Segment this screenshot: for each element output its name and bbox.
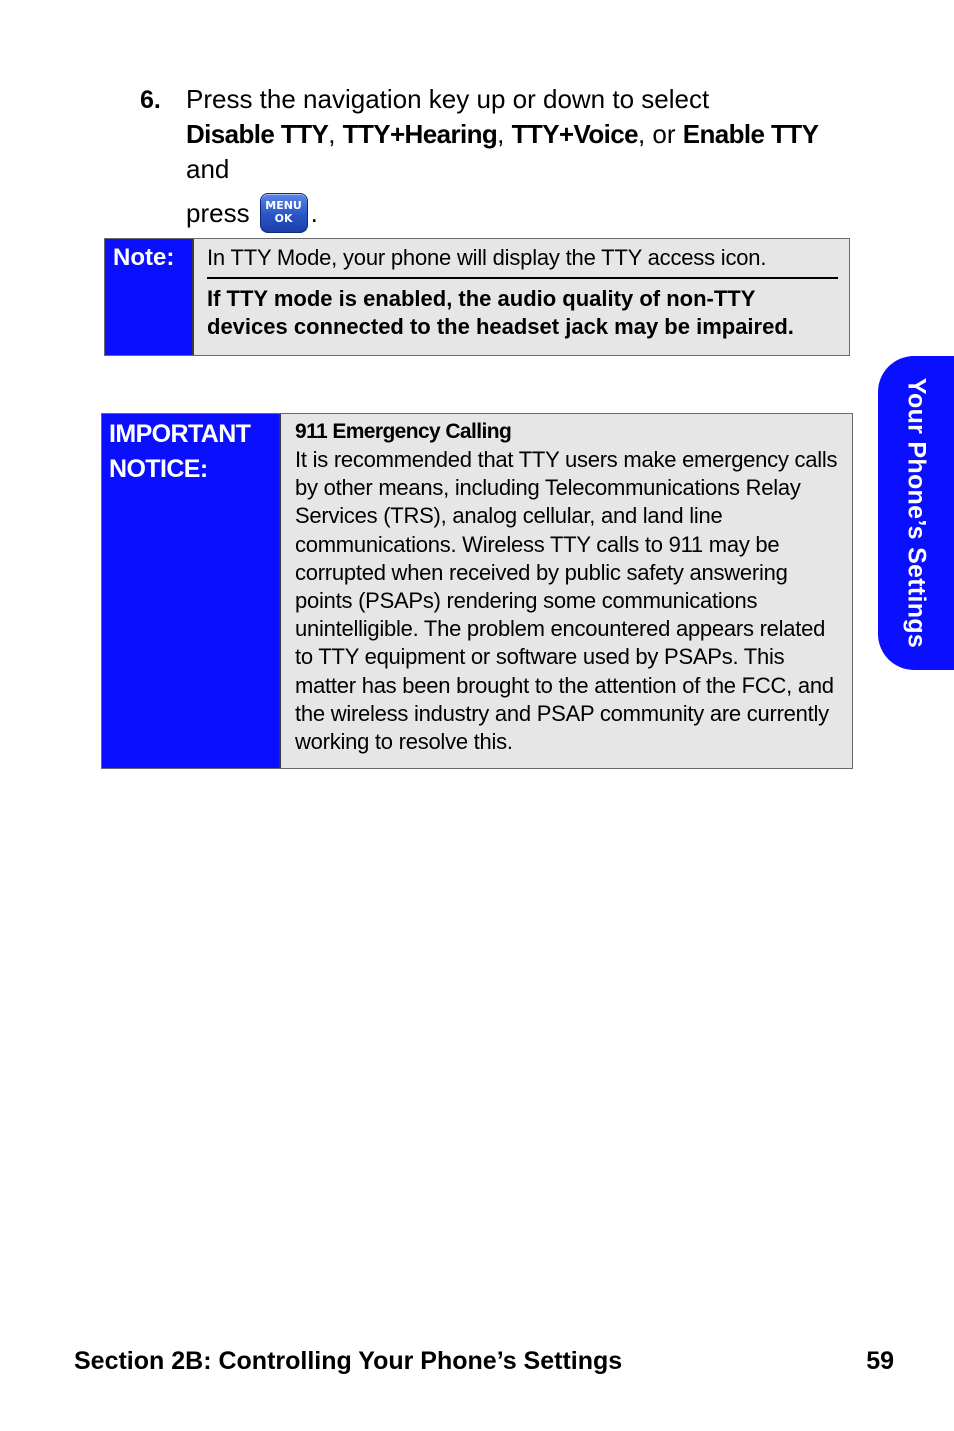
step-period: . [310, 197, 318, 228]
step-number: 6. [140, 86, 161, 114]
note-box [104, 238, 850, 356]
notice-title: 911 Emergency Calling [295, 420, 512, 443]
option-tty-voice: TTY+Voice [511, 119, 638, 149]
press-text: press [186, 197, 250, 228]
side-tab-label: Your Phone’s Settings [902, 377, 931, 649]
important-notice-content [281, 414, 852, 768]
section-side-tab [878, 356, 954, 670]
important-notice-box [101, 413, 853, 769]
step-line-2 [186, 117, 866, 187]
note-label: Note: [105, 239, 194, 355]
step-text [186, 82, 866, 233]
option-enable-tty: Enable TTY [682, 119, 819, 149]
note-text-1: In TTY Mode, your phone will display the TTY access icon. [207, 239, 838, 279]
separator: , [328, 119, 343, 149]
step-and: and [186, 154, 230, 184]
note-content [194, 239, 849, 355]
notice-body: It is recommended that TTY users make emergency calls by other means, including Telecommunications Relay Services (TRS), analog cellular, and land line communications. Wireless TTY calls to 911 may be corrupted when received by public safety answering points (PSAPs) rendering some communications unintelligible. The problem encountered appears related to TTY equipment or software used by PSAPs. This matter has been brought to the attention of the FCC, and the wireless industry and PSAP community are currently working to resolve this. [295, 447, 838, 755]
note-text-2: If TTY mode is enabled, the audio quality of non-TTY devices connected to the headset jack may be impaired. [207, 286, 794, 339]
separator: , [497, 119, 512, 149]
option-disable-tty: Disable TTY [186, 119, 329, 149]
step-line-3 [186, 193, 866, 233]
menu-key-label: MENU [265, 199, 302, 212]
option-tty-hearing: TTY+Hearing [342, 119, 498, 149]
ok-key-label: OK [274, 212, 293, 225]
step-line-1: Press the navigation key up or down to select [186, 84, 710, 114]
footer-page-number: 59 [866, 1347, 894, 1375]
menu-ok-key-icon [260, 193, 308, 233]
notice-label-line-2: NOTICE: [109, 455, 208, 483]
footer-section-title: Section 2B: Controlling Your Phone’s Settings [74, 1347, 623, 1375]
important-notice-label [102, 414, 281, 768]
separator: , or [637, 119, 683, 149]
notice-label-line-1: IMPORTANT [109, 420, 251, 448]
